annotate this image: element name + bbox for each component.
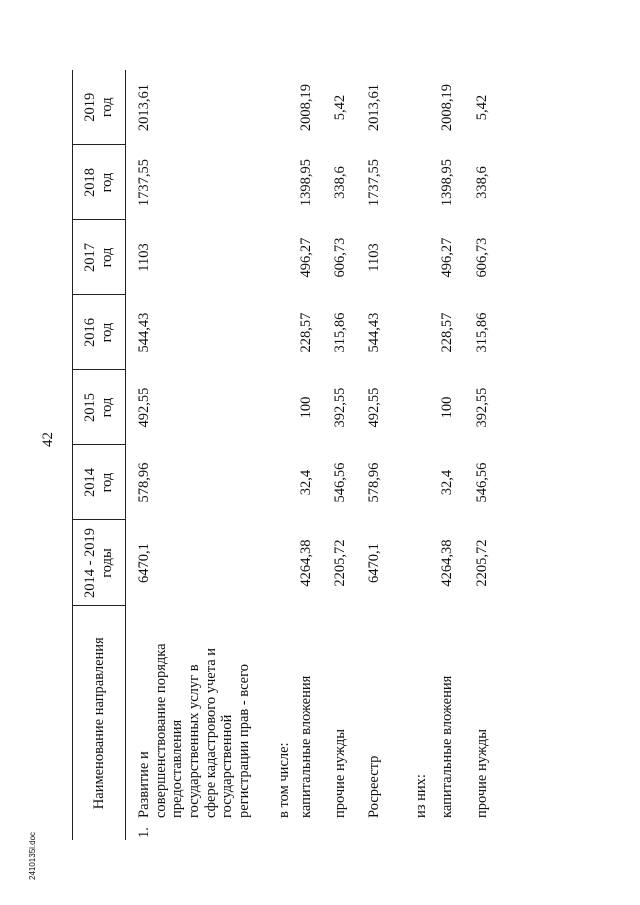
value-cell: 606,73 xyxy=(331,237,348,278)
value-cell: 6470,1 xyxy=(365,543,382,583)
row-name: капитальные вложения xyxy=(297,675,314,818)
value-cell: 2013,61 xyxy=(365,83,382,132)
value-cell: 578,96 xyxy=(365,462,382,503)
table-row xyxy=(366,70,400,840)
value-cell: 544,43 xyxy=(365,312,382,353)
funding-table xyxy=(72,70,500,840)
table-row-label xyxy=(276,70,298,840)
table-header-row xyxy=(73,70,126,840)
header-year-2018: 2018 год xyxy=(73,145,126,220)
value-cell: 100 xyxy=(439,396,456,419)
table-row xyxy=(430,70,466,840)
value-cell: 1737,55 xyxy=(136,158,152,207)
value-cell: 392,55 xyxy=(331,387,348,428)
value-cell: 4264,38 xyxy=(439,539,456,587)
value-cell: 1398,95 xyxy=(439,158,456,207)
value-cell: 315,86 xyxy=(474,312,491,353)
footer-filename: 2410135l.doc xyxy=(28,831,37,880)
value-cell: 228,57 xyxy=(439,312,456,353)
section-label-of-them: из них: xyxy=(412,774,429,818)
value-cell: 546,56 xyxy=(331,462,348,503)
header-total: 2014 - 2019 годы xyxy=(73,520,126,606)
value-cell: 1737,55 xyxy=(365,158,382,207)
table-row-main xyxy=(126,70,276,840)
value-cell: 4264,38 xyxy=(297,539,314,587)
main-row-index: 1. xyxy=(136,827,152,838)
value-cell: 392,55 xyxy=(474,387,491,428)
value-cell: 32,4 xyxy=(439,469,456,496)
row-name: прочие нужды xyxy=(474,729,491,818)
main-row-name xyxy=(126,606,276,840)
page-number: 42 xyxy=(40,432,56,447)
row-name: прочие нужды xyxy=(331,729,348,818)
main-row-label: Развитие и совершенствование порядка предоставления государственных услуг в сфере кадастрового учета и государственной регистрации прав - всего xyxy=(136,643,253,818)
row-name: капитальные вложения xyxy=(439,675,456,818)
table-row xyxy=(298,70,332,840)
header-year-2019: 2019 год xyxy=(73,70,126,145)
value-cell: 32,4 xyxy=(297,469,314,496)
value-cell: 338,6 xyxy=(474,166,491,199)
value-cell: 496,27 xyxy=(439,237,456,278)
value-cell: 2205,72 xyxy=(331,539,348,587)
value-cell: 1103 xyxy=(136,243,152,272)
header-year-2014: 2014 год xyxy=(73,445,126,520)
value-cell: 1103 xyxy=(365,243,382,272)
value-cell: 2205,72 xyxy=(474,539,491,587)
value-cell: 5,42 xyxy=(474,94,491,121)
value-cell: 496,27 xyxy=(297,237,314,278)
header-year-2017: 2017 год xyxy=(73,220,126,295)
value-cell: 2008,19 xyxy=(297,83,314,132)
value-cell: 5,42 xyxy=(331,94,348,121)
header-direction-name: Наименование направления xyxy=(73,606,126,840)
table-row xyxy=(332,70,366,840)
value-cell: 606,73 xyxy=(474,237,491,278)
row-name: Росреестр xyxy=(365,755,382,818)
rotated-table-container xyxy=(72,70,491,840)
section-label-in-total: в том числе: xyxy=(275,742,292,818)
value-cell: 100 xyxy=(297,396,314,419)
value-cell: 544,43 xyxy=(136,312,152,353)
value-cell: 1398,95 xyxy=(297,158,314,207)
value-cell: 492,55 xyxy=(365,387,382,428)
header-year-2015: 2015 год xyxy=(73,370,126,445)
table-row-label xyxy=(400,70,430,840)
value-cell: 228,57 xyxy=(297,312,314,353)
value-cell: 6470,1 xyxy=(136,543,152,583)
value-cell: 546,56 xyxy=(474,462,491,503)
value-cell: 315,86 xyxy=(331,312,348,353)
value-cell: 578,96 xyxy=(136,462,152,503)
value-cell: 2008,19 xyxy=(439,83,456,132)
value-cell: 338,6 xyxy=(331,166,348,199)
table-row xyxy=(466,70,500,840)
value-cell: 2013,61 xyxy=(136,83,152,132)
header-year-2016: 2016 год xyxy=(73,295,126,370)
value-cell: 492,55 xyxy=(136,387,152,428)
